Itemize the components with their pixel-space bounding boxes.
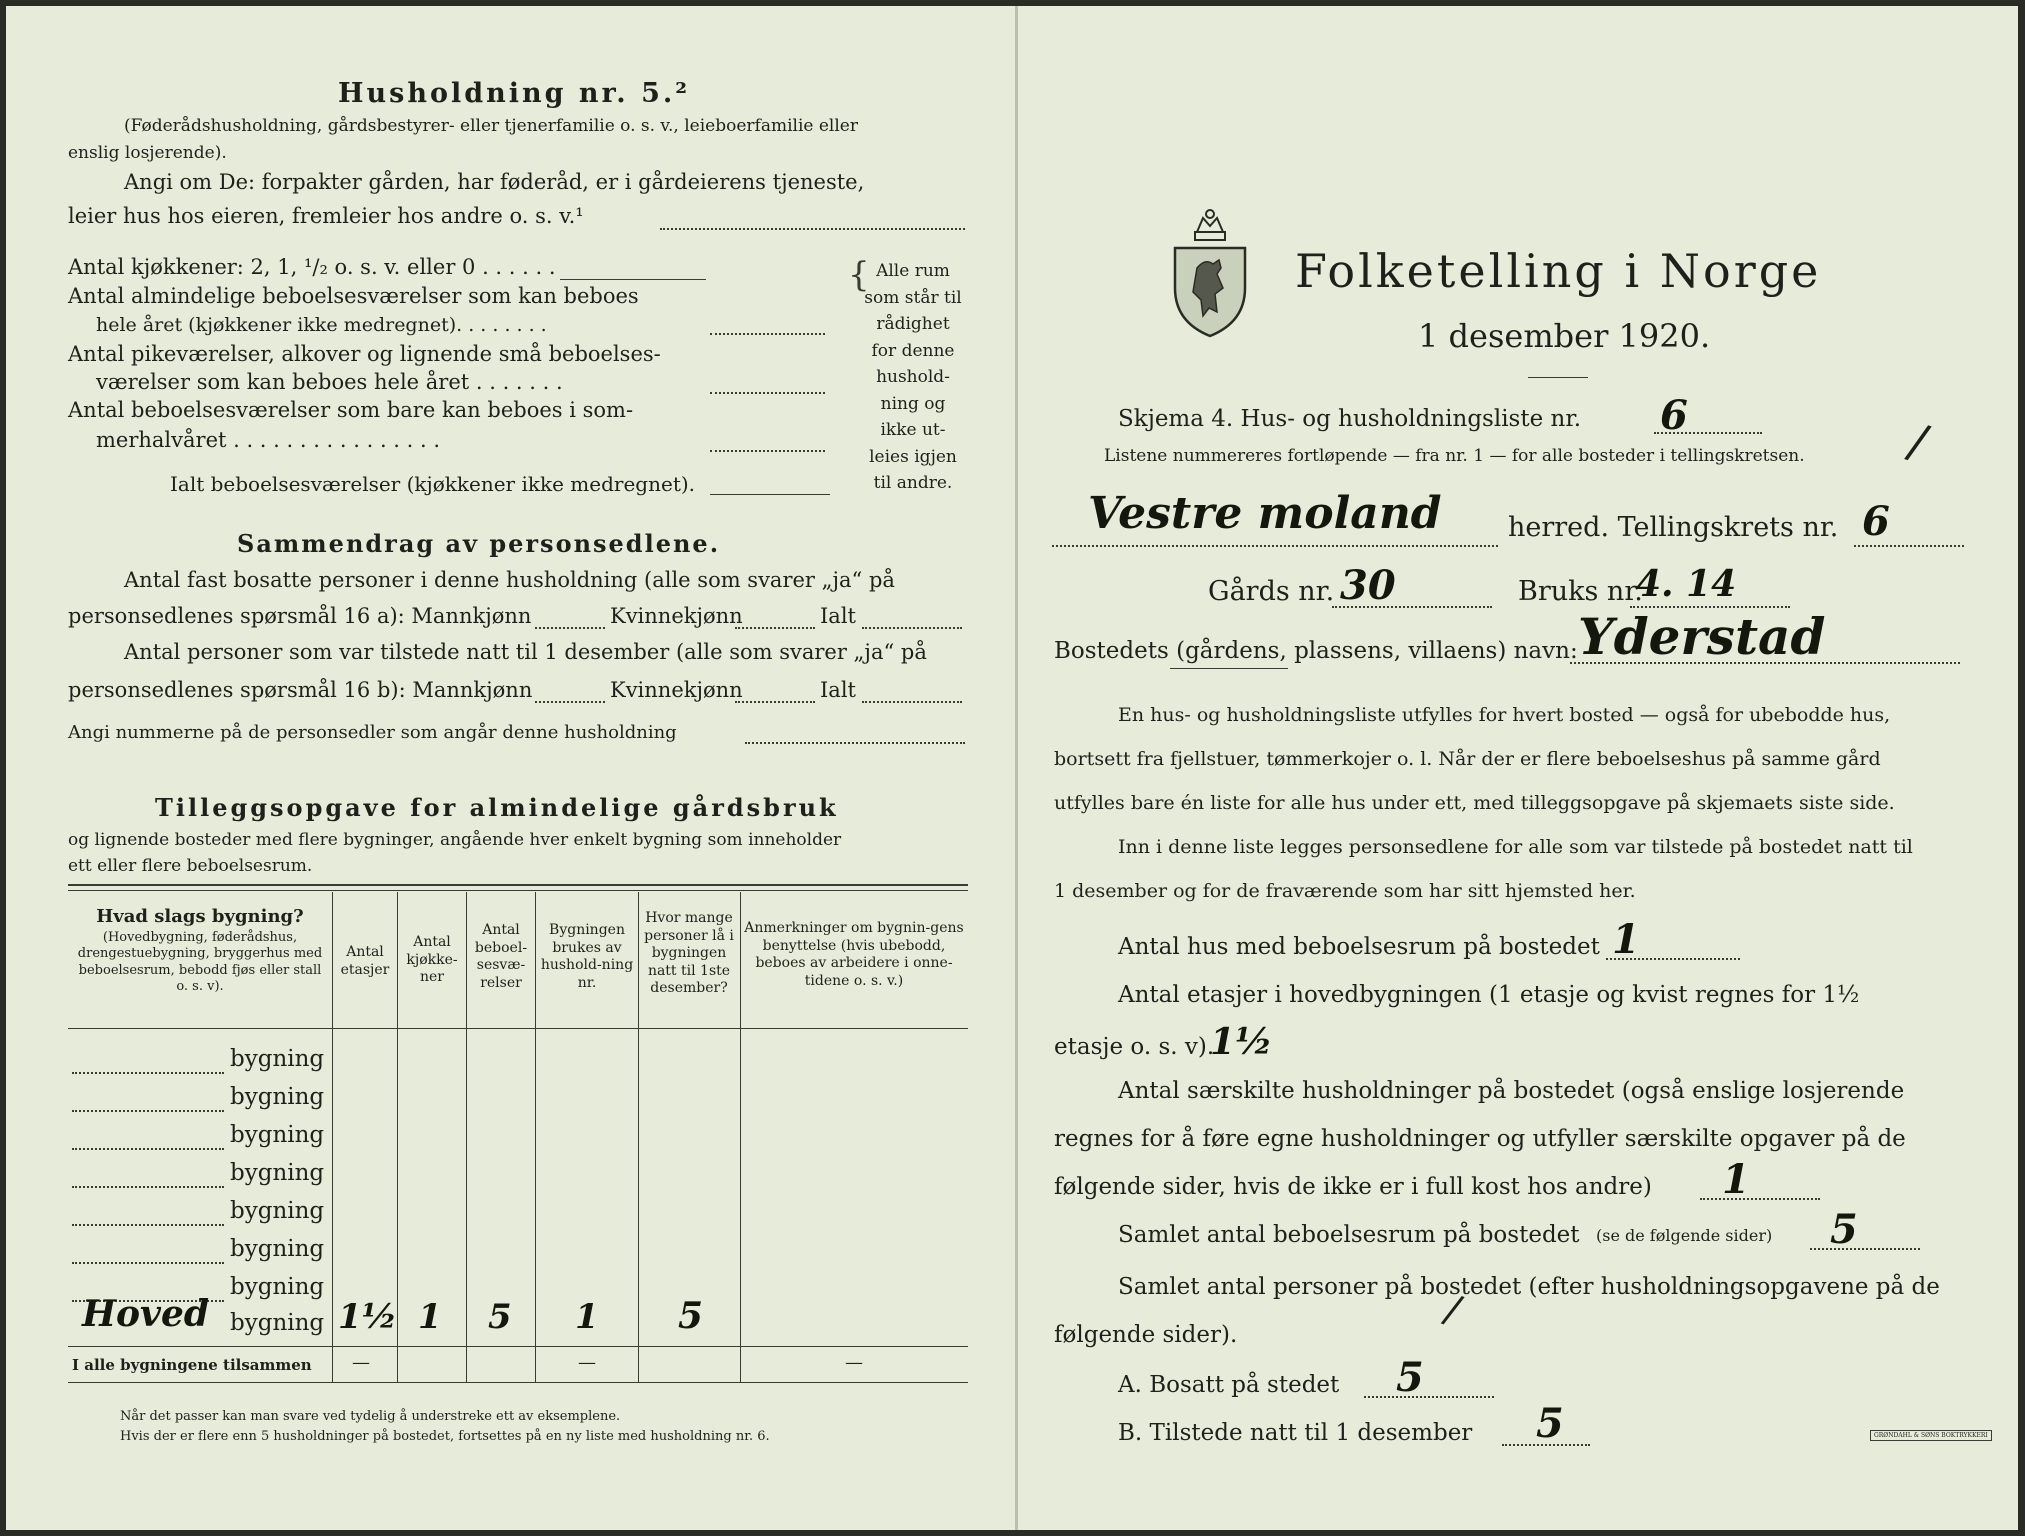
header-personer: Hvor mange personer lå i bygningen natt til 1ste desember? [644,910,734,996]
ialt-rooms-label: Ialt beboelsesværelser (kjøkkener ikke medregnet). [170,472,696,496]
krets-number: 6 [1862,498,1890,545]
angi-line-2: leier hus hos eieren, fremleier hos andre o. s. v.¹ [68,204,584,228]
para2-line-1: Inn i denne liste legges personsedlene for alle som var tilstede på bostedet natt til [1118,836,1913,858]
header-etasjer: Antal etasjer [340,944,390,978]
listene-note: Listene nummereres fortløpende — fra nr. 1 — for alle bosteder i tellingskretsen. [1104,446,1805,466]
samlet-rum-value: 5 [1830,1206,1858,1253]
summer-rooms-label-2: merhalvåret . . . . . . . . . . . . . . . . [96,428,441,452]
census-title: Folketelling i Norge [1295,244,1822,298]
saerskilte-line-1: Antal særskilte husholdninger på bostedet (også enslige losjerende [1118,1078,1905,1104]
total-label: I alle bygningene tilsammen [72,1356,312,1374]
samlet-rum-note: (se de følgende sider) [1596,1226,1773,1245]
norway-coat-of-arms-icon [1167,204,1253,340]
bruks-number: 4. 14 [1636,563,1737,605]
para1-line-1: En hus- og husholdningsliste utfylles for hvert bosted — også for ubebodde hus, [1118,704,1891,726]
census-date: 1 desember 1920. [1418,317,1711,355]
filled-kjokkener: 1 [418,1297,442,1337]
side-note: Alle rum som står til rådighet for denne hushold- ning og ikke ut- leies igjen til andre. [864,261,962,493]
kitchens-label: Antal kjøkkener: 2, 1, ¹/₂ o. s. v. eller 0 . . . . . . [68,255,556,279]
para1-line-2: bortsett fra fjellstuer, tømmerkojer o. l. Når der er flere beboelseshus på samme gård [1054,748,1881,770]
samlet-rum-label: Samlet antal beboelsesrum på bostedet [1118,1222,1580,1248]
herred-value: Vestre moland [1088,488,1442,539]
pike-rooms-label-2: værelser som kan beboes hele året . . . . . . . [96,370,563,394]
total-dash-etasjer: — [352,1352,370,1373]
filled-husholdning: 1 [575,1297,599,1337]
gards-number: 30 [1340,562,1396,609]
ialt-label-b: Ialt [820,678,856,702]
row-label-2: bygning [230,1084,325,1110]
header-vaerelser: Antal beboel-sesvæ-relser [474,922,528,991]
etasjer-line-1: Antal etasjer i hovedbygningen (1 etasje og kvist regnes for 1½ [1118,982,1860,1008]
tilstede-value: 5 [1536,1400,1564,1447]
household-subtitle-1: (Føderådshusholdning, gårdsbestyrer- eller tjenerfamilie o. s. v., leieboerfamilie eller [124,116,858,136]
row-label-3: bygning [230,1122,325,1148]
bosted-label: Bostedets (gårdens, plassens, villaens) navn: [1054,638,1578,664]
summary-title: Sammendrag av personsedlene. [237,529,721,558]
gards-label: Gårds nr. [1208,576,1335,607]
ialt-label-a: Ialt [820,604,856,628]
kvinne-label-a: Kvinnekjønn [610,604,743,628]
alm-rooms-label-1: Antal almindelige beboelsesværelser som kan beboes [68,284,639,308]
header-husholdning: Bygningen brukes av hushold-ning nr. [540,922,634,991]
antal-hus-label: Antal hus med beboelsesrum på bostedet [1118,934,1600,960]
printer-stamp: GRØNDAHL & SØNS BOKTRYKKERI [1870,1430,1992,1441]
total-dash-anmerkninger: — [845,1352,863,1373]
samlet-pers-line-1: Samlet antal personer på bostedet (efter husholdningsopgavene på de [1118,1274,1940,1300]
pike-rooms-label-1: Antal pikeværelser, alkover og lignende små beboelses- [68,342,661,366]
para2-line-2: 1 desember og for de fraværende som har sitt hjemsted her. [1054,880,1636,902]
header-building-type: Hvad slags bygning? [96,906,304,927]
total-dash-husholdning: — [578,1352,596,1373]
etasjer-line-2: etasje o. s. v). [1054,1034,1215,1060]
angi-line-1: Angi om De: forpakter gården, har føderåd, er i gårdeierens tjeneste, [124,170,865,194]
saerskilte-line-3: følgende sider, hvis de ikke er i full kost hos andre) [1054,1174,1652,1200]
tillegg-line-1: og lignende bosteder med flere bygninger, angående hver enkelt bygning som inneholder [68,830,842,850]
summary-line-3: Antal personer som var tilstede natt til 1 desember (alle som svarer „ja“ på [124,640,927,664]
filled-personer: 5 [678,1295,704,1337]
household-title: Husholdning nr. 5.² [338,78,691,109]
bosatt-label: A. Bosatt på stedet [1118,1372,1340,1398]
filled-vaerelser: 5 [488,1297,512,1337]
saerskilte-value: 1 [1722,1156,1750,1203]
filled-etasjer: 1½ [338,1297,398,1337]
summary-line-2: personsedlenes spørsmål 16 a): Mannkjønn [68,604,532,628]
row-label-5: bygning [230,1198,325,1224]
filled-building-type: Hoved [82,1293,210,1335]
check-mark-icon: / [1901,412,1935,472]
skjema-number: 6 [1660,392,1688,439]
header-anmerkninger: Anmerkninger om bygnin-gens benyttelse (hvis ubebodd, beboes av arbeidere i onne-tidene o. s. v.) [744,920,964,989]
summary-line-5: Angi nummerne på de personsedler som angår denne husholdning [68,722,677,743]
alm-rooms-label-2: hele året (kjøkkener ikke medregnet). . . . . . . . [96,314,547,336]
brace-symbol: { [848,255,870,295]
antal-hus-value: 1 [1612,916,1640,963]
tillegg-title: Tilleggsopgave for almindelige gårdsbruk [155,793,839,822]
tillegg-line-2: ett eller flere beboelsesrum. [68,856,313,876]
tilstede-label: B. Tilstede natt til 1 desember [1118,1420,1473,1446]
kvinne-label-b: Kvinnekjønn [610,678,743,702]
footnote-2: Hvis der er flere enn 5 husholdninger på bostedet, fortsettes på en ny liste med husholdning nr. 6. [120,1429,770,1444]
row-label-6: bygning [230,1236,325,1262]
summer-rooms-label-1: Antal beboelsesværelser som bare kan beboes i som- [68,398,634,422]
row-label-7: bygning [230,1274,325,1300]
bosted-name: Yderstad [1578,607,1826,666]
row-label-8: bygning [230,1310,325,1336]
household-subtitle-2: enslig losjerende). [68,143,227,163]
header-kjokkener: Antal kjøkke-ner [406,934,458,985]
bosatt-value: 5 [1396,1354,1424,1401]
para1-line-3: utfylles bare én liste for alle hus under ett, med tilleggsopgave på skjemaets siste side. [1054,792,1895,814]
row-label-1: bygning [230,1046,325,1072]
tick-mark-icon: / [1438,1286,1467,1334]
row-label-4: bygning [230,1160,325,1186]
saerskilte-line-2: regnes for å føre egne husholdninger og utfyller særskilte opgaver på de [1054,1126,1906,1152]
summary-line-4: personsedlenes spørsmål 16 b): Mannkjønn [68,678,533,702]
footnote-1: Når det passer kan man svare ved tydelig å understreke ett av eksemplene. [120,1409,621,1424]
bruks-label: Bruks nr. [1518,576,1643,607]
etasjer-value: 1½ [1210,1021,1273,1063]
samlet-pers-line-2: følgende sider). [1054,1322,1238,1348]
summary-line-1: Antal fast bosatte personer i denne husholdning (alle som svarer „ja“ på [124,568,895,592]
herred-label: herred. Tellingskrets nr. [1508,512,1839,543]
skjema-label: Skjema 4. Hus- og husholdningsliste nr. [1118,406,1582,432]
header-building-type-sub: (Hovedbygning, føderådshus, drengestuebygning, bryggerhus med beboelsesrum, bebodd fjøs eller stall o. s. v). [77,930,323,994]
